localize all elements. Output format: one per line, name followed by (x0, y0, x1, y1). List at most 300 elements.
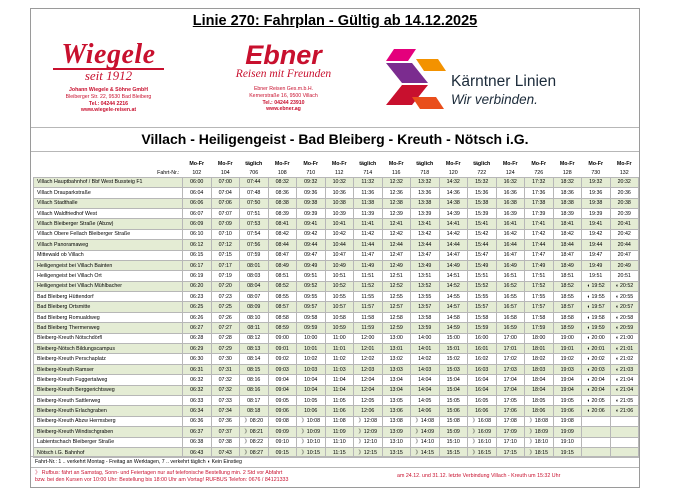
departure-time: 09:03 (268, 364, 297, 374)
departure-time: 19:01 (553, 344, 582, 354)
stop-row (34, 344, 639, 354)
departure-time: 17:57 (525, 302, 554, 312)
departure-time: 14:36 (439, 188, 468, 198)
stop-name: Bleiberg-Kreuth Sattlerweg (34, 395, 183, 405)
departure-time: 06:17 (183, 260, 212, 270)
departure-time: 15:41 (468, 219, 497, 229)
departure-time: 13:47 (411, 250, 440, 260)
departure-time: 15:06 (439, 406, 468, 416)
stop-name: Villach Hauptbahnhof / Bbf West Bussteig F1 (34, 177, 183, 187)
departure-time: 16:42 (496, 229, 525, 239)
departure-time: 09:36 (297, 188, 326, 198)
departure-time: 12:39 (382, 208, 411, 218)
stop-name: Heiligengeist bei Villach Ort (34, 271, 183, 281)
days-label-cell (34, 160, 183, 168)
stop-name: Bleiberg-Kreuth Windischgraben (34, 427, 183, 437)
departure-time: 15:57 (468, 302, 497, 312)
departure-time: 15:09 (439, 427, 468, 437)
departure-time: 19:41 (582, 219, 611, 229)
departure-time: 16:59 (496, 323, 525, 333)
departure-time: 12:59 (382, 323, 411, 333)
departure-time: 06:09 (183, 219, 212, 229)
departure-time: 07:54 (240, 229, 269, 239)
stop-row (34, 198, 639, 208)
ebner-brand: Ebner (245, 40, 322, 70)
departure-time: 08:41 (268, 219, 297, 229)
departure-time: 06:12 (183, 240, 212, 250)
departure-time: 08:38 (268, 198, 297, 208)
day-type: Mo-Fr (445, 161, 461, 168)
departure-time: 》16:15 (468, 447, 497, 457)
departure-time: ◖ 20:58 (610, 312, 639, 322)
departure-time: ◖ 21:04 (610, 385, 639, 395)
departure-time: 06:04 (183, 188, 212, 198)
departure-time: 14:47 (439, 250, 468, 260)
departure-time: 07:34 (211, 406, 240, 416)
departure-time: 12:57 (382, 302, 411, 312)
departure-time: 14:52 (439, 281, 468, 291)
departure-time: 17:55 (525, 292, 554, 302)
departure-time (610, 416, 639, 426)
departure-time: 20:36 (610, 188, 639, 198)
departure-time: 17:10 (496, 437, 525, 447)
day-type: Mo-Fr (217, 161, 233, 168)
day-type: Mo-Fr (502, 161, 518, 168)
fahrt-number: 722 (477, 169, 487, 176)
departure-time: 18:41 (553, 219, 582, 229)
fahrt-number: 124 (505, 169, 515, 176)
ebner-company: Ebner Reisen Ges.m.b.H. (253, 86, 314, 92)
departure-time: 15:00 (439, 333, 468, 343)
departure-time: 19:47 (582, 250, 611, 260)
wiegele-address: Bleiberger Str. 22, 9530 Bad Bleiberg (65, 93, 152, 100)
departure-time: 10:00 (297, 333, 326, 343)
departure-time: 11:55 (354, 292, 383, 302)
stop-row (34, 364, 639, 374)
departure-time: 》12:15 (354, 447, 383, 457)
departure-time: 13:41 (411, 219, 440, 229)
ebner-tagline: Reisen mit Freunden (235, 68, 332, 80)
departure-time: 07:48 (240, 188, 269, 198)
departure-time: 13:03 (382, 364, 411, 374)
departure-time: 》16:09 (468, 427, 497, 437)
departure-time: 15:32 (468, 177, 497, 187)
departure-time: 15:02 (439, 354, 468, 364)
departure-time: 07:20 (211, 281, 240, 291)
stop-name: Bleiberg-Kreuth Perschaplatz (34, 354, 183, 364)
fahrt-number: 706 (249, 169, 259, 176)
departure-time: 09:51 (297, 271, 326, 281)
departure-time: 07:37 (211, 427, 240, 437)
departure-time: 15:59 (468, 323, 497, 333)
departure-time: 19:44 (582, 240, 611, 250)
departure-time: 07:26 (211, 312, 240, 322)
departure-time: 13:00 (382, 333, 411, 343)
wiegele-web[interactable]: www.wiegele-reisen.at (80, 107, 137, 114)
departure-time: 13:51 (411, 271, 440, 281)
departure-time: 14:03 (411, 364, 440, 374)
stop-name: Bleiberg-Nötsch Bildungscampus (34, 344, 183, 354)
departure-time: 06:33 (183, 395, 212, 405)
departure-time: 12:55 (382, 292, 411, 302)
departure-time: 14:02 (411, 354, 440, 364)
day-type: täglich (473, 161, 491, 168)
departure-time: 16:06 (468, 406, 497, 416)
departure-time: 11:58 (354, 312, 383, 322)
stop-name: Bleiberg-Kreuth Ramser (34, 364, 183, 374)
departure-time: 19:08 (553, 416, 582, 426)
rufbus-note-1: 》 Rufbus: fährt an Samstag, Sonn- und Feiertagen nur auf telefonische Bestellung min. 2 Std vor Abfahrt (35, 470, 283, 476)
stop-row (34, 323, 639, 333)
departure-time: 08:07 (240, 292, 269, 302)
departure-time: 13:38 (411, 198, 440, 208)
departure-time: 12:02 (354, 354, 383, 364)
departure-time: 16:04 (468, 375, 497, 385)
departure-time: 16:47 (496, 250, 525, 260)
departure-time: 13:10 (382, 437, 411, 447)
stop-row (34, 177, 639, 187)
departure-time: 14:05 (411, 395, 440, 405)
departure-time: 16:05 (468, 395, 497, 405)
departure-time: 07:29 (211, 344, 240, 354)
stop-row (34, 375, 639, 385)
departure-time: ◖ 20:01 (582, 344, 611, 354)
kaerntner-linien-icon (386, 47, 448, 117)
legend-divider (31, 456, 639, 457)
departure-time: 14:01 (411, 344, 440, 354)
departure-time: 10:38 (325, 198, 354, 208)
departure-time: 06:27 (183, 323, 212, 333)
departure-time: 20:42 (610, 229, 639, 239)
departure-time (610, 437, 639, 447)
stop-name: Bad Bleiberg Hüttendorf (34, 292, 183, 302)
stop-row (34, 427, 639, 437)
departure-time: 15:49 (468, 260, 497, 270)
departure-time: 17:32 (525, 177, 554, 187)
departure-time: ◖ 19:58 (582, 312, 611, 322)
departure-time: 16:58 (496, 312, 525, 322)
legend: Fahrt-Nr.: 1 .. verkehrt Montag - Freitag an Werktagen, 7 .. verkehrt täglich ◖ Kein Einstieg (35, 459, 242, 465)
departure-time: 14:04 (411, 385, 440, 395)
departure-time: 14:32 (439, 177, 468, 187)
departure-time: 14:04 (411, 375, 440, 385)
departure-time: 06:28 (183, 333, 212, 343)
departure-time: 09:38 (297, 198, 326, 208)
stop-row (34, 354, 639, 364)
stop-row (34, 250, 639, 260)
fahrt-number: 112 (335, 169, 344, 176)
fahrt-number: 128 (562, 169, 572, 176)
fahrt-number-row (34, 168, 639, 177)
departure-time: 11:08 (325, 416, 354, 426)
departure-time: 12:44 (382, 240, 411, 250)
departure-time: 07:10 (211, 229, 240, 239)
departure-time: 》08:22 (240, 437, 269, 447)
departure-time: 15:42 (468, 229, 497, 239)
departure-time: 10:04 (297, 375, 326, 385)
stop-row (34, 229, 639, 239)
day-type: Mo-Fr (189, 161, 205, 168)
departure-time: 18:58 (553, 312, 582, 322)
stop-name: Bleiberg-Kreuth Fuggertalweg (34, 375, 183, 385)
departure-time: 15:04 (439, 385, 468, 395)
departure-time: 10:36 (325, 188, 354, 198)
departure-time: 11:06 (325, 406, 354, 416)
wiegele-phone: Tel.: 04244 2216 (88, 100, 129, 107)
departure-time: 17:36 (525, 188, 554, 198)
day-type: Mo-Fr (331, 161, 347, 168)
stop-name: Villach Stadthalle (34, 198, 183, 208)
departure-time: 18:47 (553, 250, 582, 260)
departure-time: 》18:09 (525, 427, 554, 437)
departure-time: 14:59 (439, 323, 468, 333)
departure-time: 》08:20 (240, 416, 269, 426)
departure-time: 15:52 (468, 281, 497, 291)
departure-time: 08:17 (240, 395, 269, 405)
day-type: Mo-Fr (531, 161, 547, 168)
fahrt-number: 710 (306, 169, 316, 176)
departure-time: 15:15 (439, 447, 468, 457)
departure-time: 08:51 (268, 271, 297, 281)
departure-time: 15:38 (468, 198, 497, 208)
departure-time: 06:37 (183, 427, 212, 437)
departure-time: 18:00 (525, 333, 554, 343)
departure-time: 06:07 (183, 208, 212, 218)
departure-time: 18:32 (553, 177, 582, 187)
departure-time: 07:04 (211, 188, 240, 198)
departure-time: 13:09 (382, 427, 411, 437)
departure-time: 15:51 (468, 271, 497, 281)
departure-time: 19:00 (553, 333, 582, 343)
departure-time: 10:04 (297, 385, 326, 395)
departure-time: 07:43 (211, 447, 240, 457)
departure-time: 07:07 (211, 208, 240, 218)
departure-time: 08:42 (268, 229, 297, 239)
departure-time: 13:15 (382, 447, 411, 457)
day-type: Mo-Fr (303, 161, 319, 168)
departure-time: 13:06 (382, 406, 411, 416)
stop-name: Villach Drauparkstraße (34, 188, 183, 198)
departure-time: 09:59 (297, 323, 326, 333)
departure-time: 08:10 (240, 312, 269, 322)
day-type: täglich (245, 161, 263, 168)
departure-time: 11:03 (325, 364, 354, 374)
departure-time: 10:51 (325, 271, 354, 281)
departure-time: 07:30 (211, 354, 240, 364)
departure-time: 07:31 (211, 364, 240, 374)
departure-time: 13:59 (411, 323, 440, 333)
departure-time: ◖ 21:04 (610, 375, 639, 385)
departure-time: 14:58 (439, 312, 468, 322)
departure-time: ◖ 20:00 (582, 333, 611, 343)
departure-time: 10:52 (325, 281, 354, 291)
departure-time: 13:02 (382, 354, 411, 364)
departure-time: 17:51 (525, 271, 554, 281)
departure-time: 07:00 (211, 177, 240, 187)
departure-time: 18:51 (553, 271, 582, 281)
departure-time: ◖ 19:59 (582, 323, 611, 333)
departure-time: 09:02 (268, 354, 297, 364)
departure-time: 14:06 (411, 406, 440, 416)
departure-time: 12:01 (354, 344, 383, 354)
departure-time: 07:59 (240, 250, 269, 260)
departure-time: 15:08 (439, 416, 468, 426)
fahrt-number: 108 (277, 169, 287, 176)
departure-time: 16:02 (468, 354, 497, 364)
departure-time: 11:04 (325, 385, 354, 395)
departure-time: 10:42 (325, 229, 354, 239)
stop-row (34, 395, 639, 405)
departure-time: 13:04 (382, 385, 411, 395)
fahrt-number: 714 (363, 169, 373, 176)
departure-time: 13:36 (411, 188, 440, 198)
departure-time: 15:44 (468, 240, 497, 250)
stop-name: Bleiberg-Kreuth Erlachgraben (34, 406, 183, 416)
departure-time: 11:32 (354, 177, 383, 187)
departure-time: 16:49 (496, 260, 525, 270)
departure-time: 09:58 (297, 312, 326, 322)
day-type: Mo-Fr (588, 161, 604, 168)
departure-time: ◖ 21:02 (610, 354, 639, 364)
departure-time: 09:57 (297, 302, 326, 312)
departure-time: 》12:10 (354, 437, 383, 447)
departure-time: 15:01 (439, 344, 468, 354)
departure-time: 07:15 (211, 250, 240, 260)
departure-time: 19:42 (582, 229, 611, 239)
day-type: täglich (359, 161, 377, 168)
stop-name: Bleiberg-Kreuth Nötschdörfl (34, 333, 183, 343)
departure-time: 09:08 (268, 416, 297, 426)
departure-time: 19:38 (582, 198, 611, 208)
departure-time: 09:47 (297, 250, 326, 260)
ebner-web[interactable]: www.ebner.ag (266, 106, 301, 113)
departure-time: 09:04 (268, 385, 297, 395)
departure-time: 12:51 (382, 271, 411, 281)
departure-time: 18:36 (553, 188, 582, 198)
departure-time: 18:02 (525, 354, 554, 364)
departure-time: 06:20 (183, 281, 212, 291)
day-type: Mo-Fr (274, 161, 290, 168)
departure-time: 20:38 (610, 198, 639, 208)
departure-time: 08:49 (268, 260, 297, 270)
wiegele-brand: Wiegele (61, 39, 156, 70)
departure-time: 09:44 (297, 240, 326, 250)
departure-time: 18:05 (525, 395, 554, 405)
departure-time: 08:44 (268, 240, 297, 250)
departure-time: 19:04 (553, 375, 582, 385)
departure-time: 06:10 (183, 229, 212, 239)
departure-time: 15:58 (468, 312, 497, 322)
departure-time: 16:32 (496, 177, 525, 187)
departure-time: 16:38 (496, 198, 525, 208)
departure-time: ◖ 20:52 (610, 281, 639, 291)
fahrt-number: 104 (220, 169, 230, 176)
fahrt-label: Fahrt-Nr.: (157, 169, 180, 176)
departure-time: 10:57 (325, 302, 354, 312)
stop-row (34, 312, 639, 322)
departure-time: 14:55 (439, 292, 468, 302)
departure-time: 11:36 (354, 188, 383, 198)
departure-time: 14:51 (439, 271, 468, 281)
departure-time: 06:34 (183, 406, 212, 416)
departure-time: 》18:10 (525, 437, 554, 447)
departure-time: 11:00 (325, 333, 354, 343)
departure-time: 11:39 (354, 208, 383, 218)
departure-time: 07:36 (211, 416, 240, 426)
departure-time: 11:10 (325, 437, 354, 447)
departure-time: ◖ 20:04 (582, 385, 611, 395)
departure-time: 16:41 (496, 219, 525, 229)
stop-row (34, 271, 639, 281)
departure-time: 19:05 (553, 395, 582, 405)
departure-time: 10:55 (325, 292, 354, 302)
stop-row (34, 281, 639, 291)
stop-name: Villach Obere Fellach Bleiberger Straße (34, 229, 183, 239)
departure-time: 15:04 (439, 375, 468, 385)
departure-time: 20:44 (610, 240, 639, 250)
departure-time: 17:58 (525, 312, 554, 322)
departure-time: 》14:10 (411, 437, 440, 447)
departure-time: 16:01 (468, 344, 497, 354)
departure-time: 11:59 (354, 323, 383, 333)
departure-time: 17:41 (525, 219, 554, 229)
departure-time: 06:23 (183, 292, 212, 302)
departure-time: 09:52 (297, 281, 326, 291)
stop-row (34, 219, 639, 229)
departure-time: 17:08 (496, 416, 525, 426)
departure-time: 》10:08 (297, 416, 326, 426)
departure-time: 18:39 (553, 208, 582, 218)
departure-time: 18:01 (525, 344, 554, 354)
route-divider (31, 151, 639, 152)
ebner-logo (216, 42, 351, 113)
departure-time: 14:49 (439, 260, 468, 270)
departure-time: 19:39 (582, 208, 611, 218)
departure-time: 10:44 (325, 240, 354, 250)
departure-time: 06:29 (183, 344, 212, 354)
departure-time: 08:15 (240, 364, 269, 374)
departure-time: 17:06 (496, 406, 525, 416)
departure-time: 20:32 (610, 177, 639, 187)
departure-time: 》12:09 (354, 427, 383, 437)
ebner-info (216, 86, 351, 113)
stop-name: Bleiberg-Kreuth Abzw Hermsberg (34, 416, 183, 426)
departure-time: 17:00 (496, 333, 525, 343)
stop-name: Villach Bleiberger Straße (Abzw) (34, 219, 183, 229)
departure-time: 16:44 (496, 240, 525, 250)
departure-time: 15:47 (468, 250, 497, 260)
departure-time: 18:03 (525, 364, 554, 374)
stop-row (34, 260, 639, 270)
departure-time: 06:15 (183, 250, 212, 260)
departure-time: 20:47 (610, 250, 639, 260)
stop-name: Bleiberg-Kreuth Berggerichtsweg (34, 385, 183, 395)
departure-time: 10:47 (325, 250, 354, 260)
departure-time: 06:25 (183, 302, 212, 312)
departure-time: ◖ 20:55 (610, 292, 639, 302)
fahrt-number: 718 (420, 169, 430, 176)
kaerntner-linien-logo (386, 47, 626, 117)
stop-name: Heiligengeist bei Villach Bainten (34, 260, 183, 270)
departure-time: ◖ 20:05 (582, 395, 611, 405)
departure-time: 16:36 (496, 188, 525, 198)
departure-time: 19:32 (582, 177, 611, 187)
departure-time: 08:47 (268, 250, 297, 260)
fahrt-number: 730 (591, 169, 601, 176)
ebner-address: Kernerstraße 16, 9500 Villach (249, 92, 318, 99)
departure-time: 07:53 (240, 219, 269, 229)
departure-time: 09:32 (297, 177, 326, 187)
